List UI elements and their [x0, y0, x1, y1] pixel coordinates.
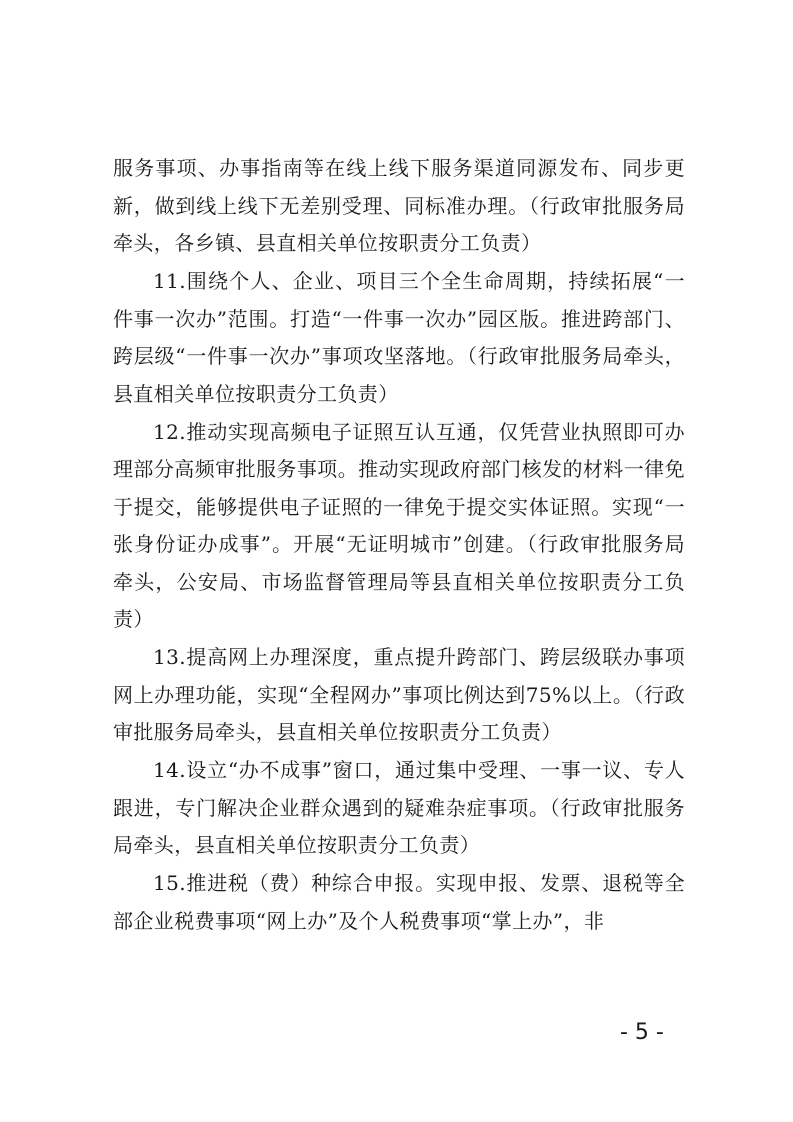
paragraph-14: 14.设立“办不成事”窗口，通过集中受理、一事一议、专人跟进，专门解决企业群众遇到的疑难杂症事项。（行政审批服务局牵头，县直相关单位按职责分工负责）: [113, 758, 685, 857]
page-number: - 5 -: [620, 1020, 664, 1045]
body-text: [113, 150, 685, 941]
paragraph-11: 11.围绕个人、企业、项目三个全生命周期，持续拓展“一件事一次办”范围。打造“一件事一次办”园区版。推进跨部门、跨层级“一件事一次办”事项攻坚落地。（行政审批服务局牵头，县直相关单位按职责分工负责）: [113, 269, 685, 406]
paragraph-13: 13.提高网上办理深度，重点提升跨部门、跨层级联办事项网上办理功能，实现“全程网办”事项比例达到75%以上。（行政审批服务局牵头，县直相关单位按职责分工负责）: [113, 645, 685, 744]
paragraph-12: 12.推动实现高频电子证照互认互通，仅凭营业执照即可办理部分高频审批服务事项。推动实现政府部门核发的材料一律免于提交，能够提供电子证照的一律免于提交实体证照。实现“一张身份证办成事”。开展“无证明城市”创建。（行政审批服务局牵头，公安局、市场监督管理局等县直相关单位按职责分工负责）: [113, 419, 685, 631]
paragraph-10-continued: 服务事项、办事指南等在线上线下服务渠道同源发布、同步更新，做到线上线下无差别受理、同标准办理。（行政审批服务局牵头，各乡镇、县直相关单位按职责分工负责）: [113, 156, 685, 255]
paragraph-15: 15.推进税（费）种综合申报。实现申报、发票、退税等全部企业税费事项“网上办”及个人税费事项“掌上办”，非: [113, 871, 685, 933]
